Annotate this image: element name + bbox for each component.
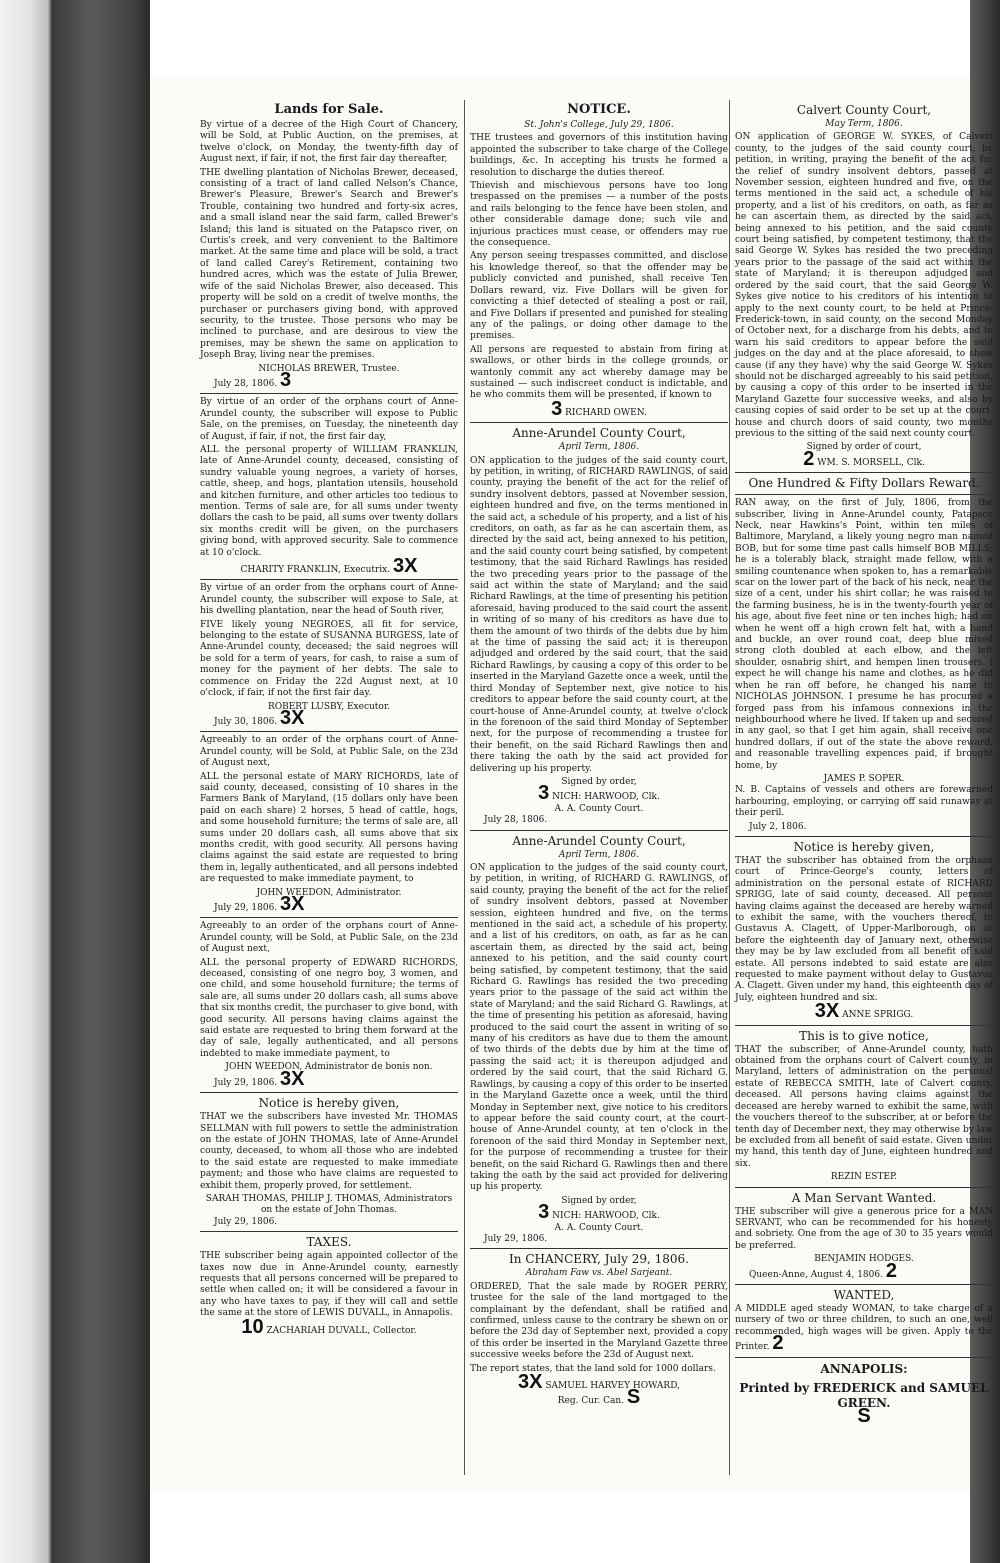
reward-title: One Hundred & Fifty Dollars Reward.	[748, 476, 980, 491]
handwritten-mark: 3	[551, 397, 563, 420]
handwritten-mark: 3	[538, 782, 550, 805]
handwritten-mark: 10	[241, 1315, 264, 1338]
court1-signed: Signed by order,	[561, 776, 637, 787]
scan-left-edge	[0, 0, 150, 1563]
thomas-notice-body: THAT we the subscribers have invested Mr. THOMAS SELLMAN with full powers to settle the administration on the estate of JOHN THOMAS, late of Anne-Arundel county, deceased, to whom all those who are indebted to the said estate are requested to make immediate payment; and those who have claims are requested to exhibit them, properly proved, for settlement.	[200, 1112, 458, 1191]
divider	[200, 731, 458, 732]
court2-body: ON application to the judges of the said county court, by petition, in writing, of RICHARD G. RAWLINGS, of said county, praying the benefit of the act for the relief of sundry insolvent debtors, passed at November session, eighteen hundred and five, on the terms mentioned in the said act, a schedule of his property, and a list of his creditors, on oath, as far as he can ascertain them, as directed by the said act, being annexed to his petition, and the said county court being satisfied, by competent testimony, that the said Richard G. Rawlings has resided the two preceding years prior to the passage of the said act within the state of Maryland; and the said Richard G. Rawlings, at the time of presenting his petition as aforesaid, having produced to the said court the assent in writing of so many of his creditors as have due to them the amount of two thirds of the debts due by him at the time of passing the said act; it is thereupon adjudged and ordered by the said court, that the said Richard G. Rawlings, by causing a copy of this order to be inserted in the Maryland Gazette once a week, until the third Monday in September next, give notice to his creditors to appear before the said county court, at the court-house of Anne-Arundel county, at ten o'clock in the forenoon of the said third Monday in September next, for the purpose of recommending a trustee for their benefit, on the said Richard G. Rawlings then and there taking the oath by the said act provided for delivering up his property.	[470, 862, 728, 1193]
handwritten-mark: 3X	[518, 1371, 543, 1394]
servant-title: A Man Servant Wanted.	[791, 1190, 937, 1205]
wanted-body: A MIDDLE aged steady WOMAN, to take charge of a nursery of two or three children, to such an one, well recommended, high wages will be given. Apply to the Printer. 2	[735, 1303, 993, 1355]
lands-body: THE dwelling plantation of Nicholas Brewer, deceased, consisting of a tract of land called Nelson's Chance, Brewer's Pleasure, Brewer's Search and Brewer's Trouble, containing two hundred and forty-six acres, and a small island near the said farm, called Brewer's Island; this land is situated on the Patapsco river, on Curtis's creek, and very convenient to the Baltimore market. At the same time and place will be sold, a tract of land called Carey's Retirement, containing two hundred acres, which was the estate of Julia Brewer, wife of the said Nicholas Brewer, also deceased. This property will be sold on a credit of twelve months, the purchaser or purchasers giving bond, with approved security, to the trustee. Those persons who may be inclined to purchase, and are desirous to view the premises, may be shewn the same on application to Joseph Bray, living near the premises.	[200, 167, 458, 361]
college-notice-subtitle: St. John's College, July 29, 1806.	[524, 120, 674, 130]
divider	[200, 917, 458, 918]
divider	[470, 830, 728, 831]
court2-title: Anne-Arundel County Court,	[512, 833, 686, 848]
divider	[200, 579, 458, 580]
handwritten-mark: 3	[280, 368, 292, 391]
smith-body: THAT the subscriber, of Anne-Arundel county, hath obtained from the orphans court of Calvert county, in Maryland, letters of administration on the personal estate of REBECCA SMITH, late of Calvert county, deceased. All persons having claims against the deceased are hereby warned to exhibit the same, with the vouchers thereof to the subscriber, at or before the tenth day of December next, they may otherwise by law be excluded from all benefit of said estate. Given under my hand, this tenth day of June, eighteen hundred and six.	[735, 1044, 993, 1169]
edward-signature: JOHN WEEDON, Administrator de bonis non.	[225, 1062, 433, 1073]
lusby-signature: ROBERT LUSBY, Executor.	[267, 701, 391, 712]
lands-title: Lands for Sale.	[274, 102, 384, 117]
handwritten-mark: 3X	[814, 1000, 840, 1023]
divider	[735, 1187, 993, 1188]
reward-signature: JAMES P. SOPER.	[823, 773, 905, 784]
calvert-subtitle: May Term, 1806.	[825, 119, 903, 129]
edward-date: July 29, 1806. 3X	[214, 1067, 305, 1090]
court2-clerk: 3 NICH: HARWOOD, Clk.	[538, 1201, 660, 1224]
court1-clerk: 3 NICH: HARWOOD, Clk.	[538, 782, 660, 805]
richords-signature: JOHN WEEDON, Administrator.	[256, 887, 402, 898]
servant-signature: BENJAMIN HODGES.	[814, 1254, 914, 1265]
court2-signed: Signed by order,	[561, 1195, 637, 1206]
franklin-intro: By virtue of an order of the orphans court of Anne-Arundel county, the subscriber will expose to Public Sale, on the premises, on Tuesday, the nineteenth day of August, if fair, if not, the first fair day,	[200, 397, 458, 442]
divider	[735, 472, 993, 473]
lands-date: July 28, 1806. 3	[214, 368, 292, 391]
taxes-body: THE subscriber being again appointed collector of the taxes now due in Anne-Arundel county, earnestly requests that all persons concerned will be prepared to settle when called on; it will be considered a favour in any who have taxes to pay, if they will call and settle the same at the store of LEWIS DUVALL, in Annapolis.	[200, 1251, 458, 1319]
chancery-report: The report states, that the land sold for 1000 dollars.	[470, 1363, 716, 1374]
lands-signature: NICHOLAS BREWER, Trustee.	[258, 363, 400, 374]
printer-city: ANNAPOLIS:	[820, 1361, 908, 1376]
court1-date: July 28, 1806.	[484, 815, 548, 826]
divider	[470, 422, 728, 423]
thomas-notice-title: Notice is hereby given,	[258, 1096, 400, 1111]
sprigg-body: THAT the subscriber has obtained from the orphans court of Prince-George's county, letters of administration on the personal estate of RICHARD SPRIGG, late of said county, deceased. All persons having claims against the deceased are hereby warned to exhibit the same, with the vouchers thereof, to Gustavus A. Clagett, of Upper-Marlborough, on or before the eighteenth day of January next, otherwise they may be by law excluded from all benefit of said estate. All persons indebted to said estate are also requested to make payment without delay to Gustavus A. Clagett. Given under my hand, this eighteenth day of July, eighteen hundred and six.	[735, 855, 993, 1003]
lusby-body: FIVE likely young NEGROES, all fit for service, belonging to the estate of SUSANNA BURGESS, late of Anne-Arundel county, deceased; the said negroes will be sold for a term of years, for cash, to raise a sum of money for the payment of her debts. The sale to commence on Friday the 22d August next, at 10 o'clock, if fair, if not the first fair day.	[200, 619, 458, 699]
sprigg-signature: 3X ANNE SPRIGG.	[814, 1000, 914, 1023]
reward-body: RAN away, on the first of July, 1806, from the subscriber, living in Anne-Arundel county, Patapsco Neck, near Hawkins's Point, within ten miles of Baltimore, Maryland, a likely young negro man named BOB, but for some time past calls himself BOB MILLS; he is a tolerably black, straight made fellow, with a smiling countenance when spoken to, has a remarkable scar on the lower part of the back of his neck, near the size of a cent, under his shirt collar; he was raised to the farming business, he is in the twenty-fourth year of his age, about five feet nine or ten inches high; had on when he went off a high crown felt hat, with a band and buckle, an over round coat, deep blue mixed strong cloth doubled at each elbow, and the left shoulder, osnabrig shirt, and hempen linen trousers. I expect he will change his name and clothes, as he did when he ran off before, he changed his name to NICHOLAS JOHNSON. I presume he has procured a forged pass from his infamous connexions in the neighbourhood where he lived. If taken up and secured in any gaol, so that I get him again, shall receive one hundred dollars, if out of the state the above reward, and reasonable travelling expences paid, if brought home, by	[735, 498, 993, 771]
smith-signature: REZIN ESTEP.	[830, 1172, 898, 1183]
edward-intro: Agreeably to an order of the orphans court of Anne-Arundel county, will be Sold, at Public Sale, on the 23d of August next,	[200, 921, 458, 955]
court2-subtitle: April Term, 1806.	[558, 849, 640, 860]
divider	[735, 494, 993, 495]
sprigg-title: Notice is hereby given,	[793, 839, 935, 854]
lusby-date: July 30, 1806. 3X	[214, 706, 305, 729]
column-2	[470, 100, 728, 1408]
divider	[735, 836, 993, 837]
footer-mark	[735, 1404, 993, 1427]
column-rule	[729, 100, 730, 1475]
handwritten-mark: 3X	[280, 893, 305, 915]
court1-title: Anne-Arundel County Court,	[512, 426, 686, 441]
court1-body: ON application to the judges of the said county court, by petition, in writing, of RICHARD RAWLINGS, of said county, praying the benefit of the act for the relief of sundry insolvent debtors, passed at November session, eighteen hundred and five, on the terms mentioned in the said act, a schedule of his property, and a list of his creditors, on oath, as far as he can ascertain them, as directed by the said act, being annexed to his petition, and the said county court being satisfied, by competent testimony, that the said Richard Rawlings has resided the two preceding years prior to the passage of the said act within the state of Maryland; and the said Richard Rawlings, at the time of presenting his petition aforesaid, having produced to the said court the assent in writing of so many of his creditors as have due to them the amount of two thirds of the debts due by him at the time of passing the said act; it is thereupon adjudged and ordered by the said court, that the said Richard Rawlings, by causing a copy of this order to be inserted in the Maryland Gazette once a week, until the third Monday of September next, give notice to his creditors to appear before the said county court, at the court-house of Anne-Arundel county, at twelve o'clock in the forenoon of the said third Monday of September next, for the purpose of recommending a trustee for their benefit, on the said Richard Rawlings then and there taking the oath by the said act provided for delivering up his property.	[470, 455, 728, 774]
thomas-notice-signature: SARAH THOMAS, PHILIP J. THOMAS, Administrators on the estate of John Thomas.	[205, 1193, 453, 1216]
wanted-title: WANTED,	[833, 1287, 895, 1302]
divider	[200, 1092, 458, 1093]
court1-subtitle: April Term, 1806.	[558, 442, 640, 453]
handwritten-mark: S	[857, 1404, 871, 1427]
college-notice-p4: All persons are requested to abstain from firing at swallows, or other birds in the college grounds, or wantonly commit any act whereby damage may be sustained — such indiscreet conduct is indictable, and he who commits them will be presented, if known to	[470, 344, 728, 401]
lusby-intro: By virtue of an order from the orphans court of Anne-Arundel county, the subscriber will expose to Sale, at his dwelling plantation, near the head of South river,	[200, 583, 458, 617]
richords-body: ALL the personal estate of MARY RICHORDS, late of said county, deceased, consisting of 10 shares in the Farmers Bank of Maryland, (15 dollars only have been paid on each share) 2 horses, 5 head of cattle, hogs, and some household furniture; the terms of sale are, all sums under 20 dollars cash, all sums above that six months credit, with good security. All persons having claims against the said estate are requested to bring them in, legally authenticated, and all persons indebted are requested to make immediate payment, to	[200, 771, 458, 885]
handwritten-mark: 3X	[280, 1067, 305, 1090]
divider	[200, 1231, 458, 1232]
richords-date: July 29, 1806. 3X	[214, 893, 305, 915]
column-1	[200, 100, 458, 1337]
court1-court: A. A. County Court.	[554, 803, 644, 814]
printer-name: Printed by FREDERICK and SAMUEL GREEN.	[739, 1380, 989, 1410]
divider	[735, 1284, 993, 1285]
calvert-body: ON application of GEORGE W. SYKES, of Calvert county, to the judges of the said county court, by petition, in writing, praying the benefit of the act for the relief of sundry insolvent debtors, passed at November session, eighteen hundred and five, on the terms mentioned in the said act, a schedule of his property, and a list of his creditors, on oath, as far as he can ascertain them, as directed by the said act, being annexed to his petition, and the said county court being satisfied, by competent testimony, that the said George W. Sykes has resided the two preceding years prior to the passage of the said act within the state of Maryland; it is thereupon adjudged and ordered by the said court, that the said George W. Sykes give notice to his creditors of his intention to apply to the next county court, to be held at Prince-Frederick-town, in said county, on the second Monday of October next, for a discharge from his debts, and to warn his said creditors to appear before the said judges on the day and at the place aforesaid, to shew cause (if any they have) why the said George W. Sykes should not be discharged agreeably to his said petition, by causing a copy of this order to be inserted in the Maryland Gazette four successive weeks, and also by causing copies of said order to be set up at the court-house and church doors of said county, two months previous to the sitting of the said next county court.	[735, 132, 993, 439]
franklin-body: ALL the personal property of WILLIAM FRANKLIN, late of Anne-Arundel county, deceased, consisting of sundry valuable young negroes, a variety of horses, cattle, sheep, and hogs, plantation utensils, household and kitchen furniture, and other articles too tedious to mention. Terms of sale are, for all sums under twenty dollars the cash to be paid, all sums over twenty dollars six months credit will be given, on the purchasers giving bond, with approved security. Sale to commence at 10 o'clock.	[200, 444, 458, 558]
divider	[735, 1357, 993, 1358]
calvert-title: Calvert County Court,	[796, 103, 932, 117]
divider	[735, 1025, 993, 1026]
handwritten-mark: 3X	[280, 706, 305, 729]
college-notice-p2: Thievish and mischievous persons have too long trespassed on the premises — a number of the posts and rails belonging to the fence have been stolen, and other considerable damage done; such vile and injurious practices must cease, or offenders may rue the consequence.	[470, 181, 728, 249]
handwritten-mark: 3	[538, 1201, 550, 1224]
column-3	[735, 100, 993, 1426]
lands-intro: By virtue of a decree of the High Court of Chancery, will be Sold, at Public Auction, on the premises, at twelve o'clock, on Monday, the twenty-fifth day of August next, if fair, if not, the first fair day thereafter,	[200, 120, 458, 165]
taxes-signature: 10 ZACHARIAH DUVALL, Collector.	[241, 1315, 417, 1338]
chancery-register: Reg. Cur. Can. S	[557, 1386, 641, 1409]
handwritten-mark: 2	[885, 1259, 897, 1282]
taxes-title: TAXES.	[306, 1235, 352, 1250]
column-rule	[464, 100, 465, 1475]
handwritten-mark: 2	[772, 1332, 784, 1355]
college-notice-p1: THE trustees and governors of this institution having appointed the subscriber to take charge of the College buildings, &c. In accepting his trusts he formed a resolution to discharge the duties thereof.	[470, 133, 728, 178]
servant-date: Queen-Anne, August 4, 1806. 2	[749, 1259, 897, 1282]
smith-title: This is to give notice,	[799, 1028, 929, 1043]
court2-court: A. A. County Court.	[554, 1222, 644, 1233]
divider	[200, 393, 458, 394]
calvert-signed: Signed by order of court,	[806, 442, 922, 453]
divider	[470, 1248, 728, 1249]
edward-body: ALL the personal property of EDWARD RICHORDS, deceased, consisting of one negro boy, 3 women, and one child, and some household furniture; the terms of sale are, all sums under 20 dollars cash, all sums above that six months credit, the purchaser to give bond, with good security. All persons having claims against the said estate are requested to bring them forward at the day of sale, legally authenticated, and all persons indebted to make immediate payment, to	[200, 957, 458, 1059]
chancery-body: ORDERED, That the sale made by ROGER PERRY, trustee for the sale of the land mortgaged to the complainant by the defendant, shall be ratified and confirmed, unless cause to the contrary be shewn on or before the 23d day of September next, provided a copy of this order be inserted in the Maryland Gazette three successive weeks before the 23d of August next.	[470, 1281, 728, 1361]
chancery-title: In CHANCERY, July 29, 1806.	[509, 1252, 689, 1267]
college-notice-title: NOTICE.	[567, 102, 631, 117]
richords-intro: Agreeably to an order of the orphans court of Anne-Arundel county, will be Sold, at Public Sale, on the 23d of August next,	[200, 735, 458, 769]
calvert-clerk: 2 WM. S. MORSELL, Clk.	[803, 447, 925, 470]
handwritten-mark: 2	[803, 447, 815, 470]
college-notice-p3: Any person seeing trespasses committed, and disclose his knowledge thereof, so that the offender may be publicly convicted and punished, shall receive Ten Dollars reward, viz. Five Dollars will be given for convicting a thief detected of stealing a post or rail, and Five Dollars if presented and punished for stealing any of the palings, or doing other damage to the premises.	[470, 251, 728, 342]
court2-date: July 29, 1806.	[484, 1233, 548, 1244]
college-notice-signature: 3 RICHARD OWEN.	[551, 397, 647, 420]
chancery-signature: 3X SAMUEL HARVEY HOWARD,	[518, 1371, 680, 1394]
chancery-subtitle: Abraham Faw vs. Abel Sarjeant.	[525, 1268, 673, 1279]
reward-date: July 2, 1806.	[749, 821, 807, 832]
reward-note: N. B. Captains of vessels and others are forewarned harbouring, employing, or carrying off said runaway at their peril.	[735, 785, 993, 819]
franklin-signature: CHARITY FRANKLIN, Executrix. 3X	[240, 555, 418, 578]
handwritten-mark: 3X	[393, 555, 418, 578]
handwritten-mark: S	[626, 1386, 641, 1409]
thomas-notice-date: July 29, 1806.	[214, 1216, 278, 1227]
servant-body: THE subscriber will give a generous price for a MAN SERVANT, who can be recommended for his honesty and sobriety. One from the age of 30 to 35 years would be preferred.	[735, 1206, 993, 1251]
